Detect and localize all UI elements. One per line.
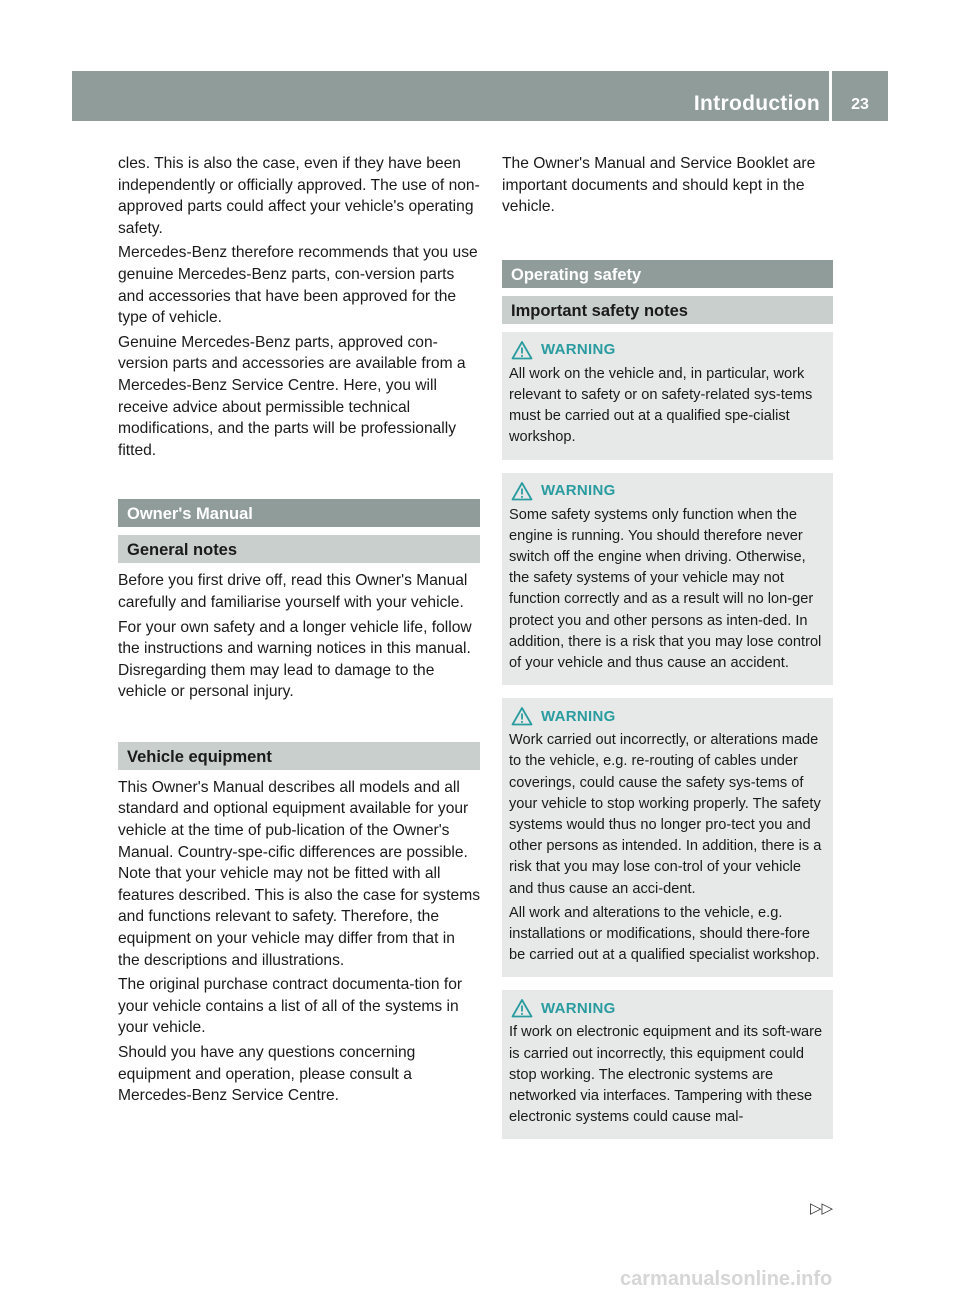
warning-header	[509, 704, 826, 728]
left-column	[118, 153, 480, 1110]
warning-triangle-icon	[511, 481, 533, 501]
vehicle-equipment-heading: Vehicle equipment	[118, 742, 480, 770]
paragraph: Should you have any questions concerning equipment and operation, please consult a Mercedes-Benz Service Centre.	[118, 1044, 416, 1105]
warning-text: Some safety systems only function when the engine is running. You should therefore never switch off the engine when driving. Otherwise, the safety systems of your vehicle may not function correctly and as a result will no lon-ger protect you and other persons as inten-ded. In addition, there is a risk that you may lose control of your vehicle and thus cause an accident.	[509, 506, 822, 672]
section-title: Introduction	[693, 92, 820, 115]
paragraph: The original purchase contract documenta-tion for your vehicle contains a list of all of the systems in your vehicle.	[118, 976, 463, 1037]
general-notes-heading: General notes	[118, 535, 480, 563]
warning-box	[502, 698, 833, 977]
warning-text: Work carried out incorrectly, or alterations made to the vehicle, e.g. re-routing of cables under coverings, could cause the safety sys-tems of your vehicle to stop working properly. The safety systems would thus no longer pro-tect you and other persons as intended. In addition, there is a risk that you may lose con-trol of your vehicle and thus cause an acci-dent.	[509, 732, 822, 897]
warning-triangle-icon	[511, 706, 533, 726]
page-number: 23	[851, 96, 869, 113]
operating-safety-heading: Operating safety	[502, 260, 833, 288]
paragraph: For your own safety and a longer vehicle life, follow the instructions and warning notices in this manual. Disregarding them may lead to damage to the vehicle or personal injury.	[118, 618, 472, 701]
warning-text: All work and alterations to the vehicle, e.g. installations or modifications, should there-fore be carried out at a qualified specialist workshop.	[509, 904, 820, 964]
warning-text: All work on the vehicle and, in particular, work relevant to safety or on safety-related sys-tems must be carried out at a qualified spe-cialist workshop.	[509, 365, 813, 446]
warning-label: WARNING	[541, 707, 616, 725]
warning-box	[502, 990, 833, 1139]
owners-manual-heading: Owner's Manual	[118, 499, 480, 527]
warning-header	[509, 479, 826, 503]
right-column	[502, 153, 833, 1152]
watermark: carmanualsonline.info	[620, 1268, 833, 1290]
page-header	[72, 71, 888, 121]
warning-box	[502, 473, 833, 686]
warning-label: WARNING	[541, 341, 616, 359]
warning-header	[509, 996, 826, 1020]
important-safety-notes-heading: Important safety notes	[502, 296, 833, 324]
warning-triangle-icon	[511, 998, 533, 1018]
paragraph: This Owner's Manual describes all models and all standard and optional equipment available for your vehicle at the time of pub-lication of the Owner's Manual. Country-spe-cific differences are possible. Note that your vehicle may not be fitted with all features described. This is also the case for systems and functions relevant to safety. Therefore, the equipment on your vehicle may differ from that in the descriptions and illustrations.	[118, 778, 480, 969]
warning-text: If work on electronic equipment and its soft-ware is carried out incorrectly, this equipment could stop working. The electronic systems are networked via interfaces. Tampering with these electronic systems could cause mal-	[509, 1024, 823, 1126]
warning-box	[502, 332, 833, 460]
warning-header	[509, 338, 826, 362]
warning-label: WARNING	[541, 482, 616, 500]
paragraph: The Owner's Manual and Service Booklet are important documents and should kept in the vehicle.	[502, 155, 816, 216]
warning-triangle-icon	[511, 340, 533, 360]
paragraph: Mercedes-Benz therefore recommends that you use genuine Mercedes-Benz parts, con-version parts and accessories that have been approved for the type of vehicle.	[118, 244, 478, 327]
paragraph: Before you first drive off, read this Owner's Manual carefully and familiarise yourself with your vehicle.	[118, 572, 468, 611]
warning-label: WARNING	[541, 999, 616, 1017]
paragraph: Genuine Mercedes-Benz parts, approved con-version parts and accessories are available from a Mercedes-Benz Service Centre. Here, you will receive advice about permissible technical modifications, and the parts will be professionally fitted.	[118, 333, 466, 459]
paragraph: cles. This is also the case, even if they have been independently or officially approved. The use of non-approved parts could affect your vehicle's operating safety.	[118, 155, 480, 237]
continue-arrow-icon: ▷▷	[810, 1200, 834, 1217]
